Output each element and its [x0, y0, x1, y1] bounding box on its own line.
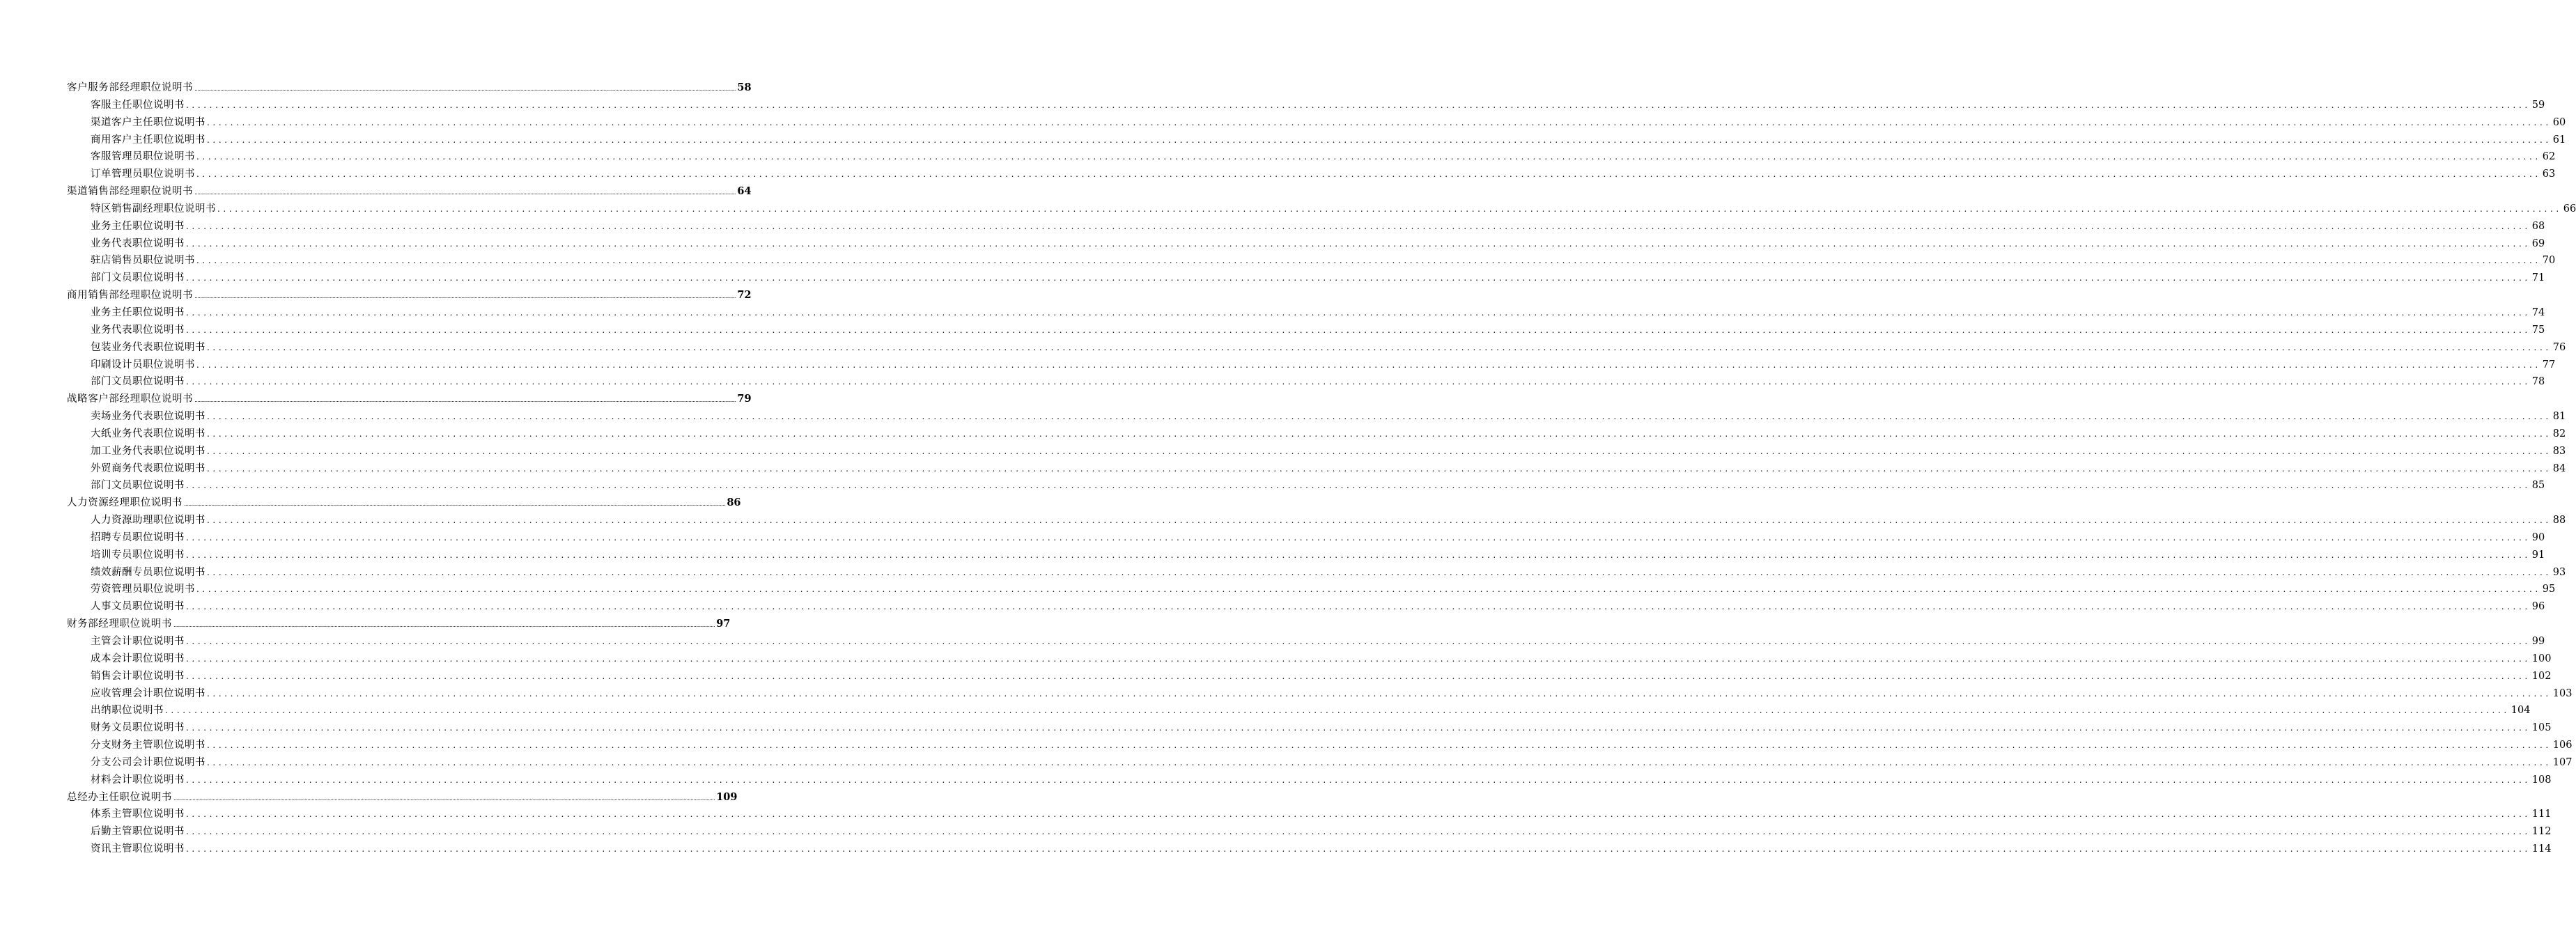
toc-subentry[interactable] — [67, 235, 2545, 253]
toc-entry-title: 业务主任职位说明书 — [91, 306, 185, 318]
toc-subentry[interactable] — [67, 357, 2556, 374]
toc-subentry[interactable] — [67, 218, 2545, 235]
dot-leader: ................................................................................................................................................................................................................................................................................................................................................................................................................ — [207, 757, 2552, 767]
toc-entry-title: 后勤主管职位说明书 — [91, 826, 185, 838]
toc-page-number: 68 — [2531, 220, 2545, 232]
toc-entry-title: 业务代表职位说明书 — [91, 237, 185, 249]
toc-subentry[interactable] — [67, 166, 2556, 183]
toc-entry-title: 绩效薪酬专员职位说明书 — [91, 566, 205, 578]
dot-leader: ................................................................................................................................................................................................................................................................................................................................................................................................................ — [186, 653, 2531, 664]
toc-page-number: 69 — [2531, 237, 2545, 249]
toc-subentry[interactable] — [67, 512, 2566, 529]
toc-section-entry[interactable] — [67, 287, 752, 304]
toc-subentry[interactable] — [67, 737, 2573, 754]
toc-page-number: 61 — [2552, 134, 2566, 146]
dot-leader: ................................................................................................................................................................................................................................................................................................................................................................................................................ — [207, 688, 2552, 699]
dot-leader: ................................................................................................................................................................................................................................................................................................................................................................................................................ — [186, 221, 2531, 231]
toc-entry-title: 渠道客户主任职位说明书 — [91, 116, 205, 128]
toc-entry-title: 出纳职位说明书 — [91, 705, 164, 717]
dot-leader: ................................................................................................................................................................................................................................................................................................................................................................................................................ — [194, 189, 736, 196]
toc-page-number: 104 — [2511, 705, 2531, 717]
dot-leader: ................................................................................................................................................................................................................................................................................................................................................................................................................ — [217, 203, 2562, 214]
toc-page-number: 106 — [2552, 740, 2573, 751]
toc-page-number: 93 — [2552, 566, 2566, 578]
toc-list — [67, 79, 2576, 858]
toc-entry-title: 业务代表职位说明书 — [91, 324, 185, 336]
toc-page-number: 88 — [2552, 515, 2566, 526]
toc-subentry[interactable] — [67, 529, 2545, 547]
toc-page-number: 83 — [2552, 445, 2566, 457]
dot-leader: ................................................................................................................................................................................................................................................................................................................................................................................................................ — [186, 602, 2531, 612]
toc-page-number: 85 — [2531, 480, 2545, 492]
dot-leader: ................................................................................................................................................................................................................................................................................................................................................................................................................ — [186, 238, 2531, 249]
toc-page-number: 90 — [2531, 531, 2545, 543]
toc-subentry[interactable] — [67, 443, 2566, 460]
toc-entry-title: 财务文员职位说明书 — [91, 722, 185, 734]
toc-entry-title: 包装业务代表职位说明书 — [91, 341, 205, 353]
toc-section-entry[interactable] — [67, 391, 752, 408]
dot-leader: ................................................................................................................................................................................................................................................................................................................................................................................................................ — [173, 795, 715, 802]
toc-entry-title: 分支财务主管职位说明书 — [91, 740, 205, 751]
toc-subentry[interactable] — [67, 668, 2552, 685]
toc-subentry[interactable] — [67, 547, 2545, 564]
dot-leader: ................................................................................................................................................................................................................................................................................................................................................................................................................ — [196, 584, 2541, 595]
dot-leader: ................................................................................................................................................................................................................................................................................................................................................................................................................ — [186, 844, 2531, 855]
toc-page-number: 100 — [2531, 653, 2552, 664]
toc-page-number: 62 — [2542, 151, 2556, 163]
dot-leader: ................................................................................................................................................................................................................................................................................................................................................................................................................ — [207, 463, 2552, 474]
dot-leader: ................................................................................................................................................................................................................................................................................................................................................................................................................ — [186, 481, 2531, 491]
toc-page-number: 79 — [737, 393, 752, 405]
dot-leader: ................................................................................................................................................................................................................................................................................................................................................................................................................ — [173, 622, 715, 629]
dot-leader: ................................................................................................................................................................................................................................................................................................................................................................................................................ — [207, 428, 2552, 439]
toc-entry-title: 材料会计职位说明书 — [91, 774, 185, 786]
toc-subentry[interactable] — [67, 373, 2545, 391]
toc-entry-title: 主管会计职位说明书 — [91, 636, 185, 647]
toc-page-number: 76 — [2552, 341, 2566, 353]
toc-page-number: 97 — [716, 618, 731, 630]
dot-leader: ................................................................................................................................................................................................................................................................................................................................................................................................................ — [196, 169, 2541, 180]
toc-entry-title: 客服主任职位说明书 — [91, 99, 185, 111]
toc-page-number: 72 — [737, 289, 752, 302]
dot-leader: ................................................................................................................................................................................................................................................................................................................................................................................................................ — [194, 397, 736, 404]
toc-entry-title: 战略客户部经理职位说明书 — [67, 393, 194, 405]
toc-entry-title: 人力资源助理职位说明书 — [91, 515, 205, 526]
dot-leader: ................................................................................................................................................................................................................................................................................................................................................................................................................ — [186, 723, 2531, 733]
toc-page-number: 95 — [2542, 584, 2556, 595]
dot-leader: ................................................................................................................................................................................................................................................................................................................................................................................................................ — [207, 515, 2552, 526]
dot-leader: ................................................................................................................................................................................................................................................................................................................................................................................................................ — [186, 532, 2531, 543]
toc-entry-title: 人力资源经理职位说明书 — [67, 497, 183, 509]
dot-leader: ................................................................................................................................................................................................................................................................................................................................................................................................................ — [184, 501, 726, 508]
toc-subentry[interactable] — [67, 772, 2552, 789]
toc-section-entry[interactable] — [67, 494, 741, 512]
toc-entry-title: 订单管理员职位说明书 — [91, 169, 195, 180]
dot-leader: ................................................................................................................................................................................................................................................................................................................................................................................................................ — [186, 377, 2531, 387]
toc-subentry[interactable] — [67, 426, 2566, 443]
toc-page-number: 66 — [2563, 203, 2576, 214]
toc-entry-title: 部门文员职位说明书 — [91, 376, 185, 388]
toc-subentry[interactable] — [67, 339, 2566, 357]
toc-entry-title: 特区销售副经理职位说明书 — [91, 203, 216, 214]
toc-entry-title: 部门文员职位说明书 — [91, 480, 185, 492]
toc-subentry[interactable] — [67, 633, 2545, 650]
toc-page-number: 75 — [2531, 324, 2545, 336]
dot-leader: ................................................................................................................................................................................................................................................................................................................................................................................................................ — [207, 446, 2552, 456]
toc-page-number: 108 — [2531, 774, 2552, 786]
toc-subentry[interactable] — [67, 685, 2573, 703]
toc-subentry[interactable] — [67, 408, 2566, 426]
dot-leader: ................................................................................................................................................................................................................................................................................................................................................................................................................ — [165, 705, 2510, 716]
toc-subentry[interactable] — [67, 581, 2556, 598]
dot-leader: ................................................................................................................................................................................................................................................................................................................................................................................................................ — [186, 100, 2531, 110]
toc-entry-title: 大纸业务代表职位说明书 — [91, 428, 205, 439]
toc-entry-title: 培训专员职位说明书 — [91, 549, 185, 561]
dot-leader: ................................................................................................................................................................................................................................................................................................................................................................................................................ — [194, 86, 736, 92]
dot-leader: ................................................................................................................................................................................................................................................................................................................................................................................................................ — [186, 307, 2531, 318]
toc-page-number: 64 — [737, 185, 752, 198]
toc-page-number: 96 — [2531, 601, 2545, 613]
dot-leader: ................................................................................................................................................................................................................................................................................................................................................................................................................ — [186, 774, 2531, 785]
toc-page-number: 112 — [2531, 826, 2552, 838]
toc-subentry[interactable] — [67, 841, 2552, 858]
toc-page-number: 60 — [2552, 116, 2566, 128]
toc-page-number: 111 — [2531, 809, 2552, 820]
toc-section-entry[interactable] — [67, 79, 752, 97]
dot-leader: ................................................................................................................................................................................................................................................................................................................................................................................................................ — [186, 273, 2531, 283]
toc-entry-title: 分支公司会计职位说明书 — [91, 756, 205, 768]
toc-entry-title: 人事文员职位说明书 — [91, 601, 185, 613]
dot-leader: ................................................................................................................................................................................................................................................................................................................................................................................................................ — [194, 293, 736, 300]
toc-subentry[interactable] — [67, 754, 2573, 772]
toc-page-number: 105 — [2531, 722, 2552, 734]
toc-subentry[interactable] — [67, 322, 2545, 339]
toc-subentry[interactable] — [67, 477, 2545, 494]
dot-leader: ................................................................................................................................................................................................................................................................................................................................................................................................................ — [196, 152, 2541, 162]
toc-entry-title: 资讯主管职位说明书 — [91, 843, 185, 855]
toc-subentry[interactable] — [67, 132, 2566, 149]
toc-page-number: 84 — [2552, 462, 2566, 474]
toc-subentry[interactable] — [67, 564, 2566, 582]
toc-page-number: 77 — [2542, 359, 2556, 370]
toc-entry-title: 应收管理会计职位说明书 — [91, 687, 205, 699]
toc-page-number: 82 — [2552, 428, 2566, 439]
toc-page-number: 86 — [727, 497, 741, 509]
dot-leader: ................................................................................................................................................................................................................................................................................................................................................................................................................ — [207, 567, 2552, 577]
toc-page-number: 114 — [2531, 843, 2552, 855]
toc-entry-title: 印刷设计员职位说明书 — [91, 359, 195, 370]
toc-subentry[interactable] — [67, 598, 2545, 616]
toc-page-number: 99 — [2531, 636, 2545, 647]
toc-entry-title: 财务部经理职位说明书 — [67, 618, 172, 630]
toc-subentry[interactable] — [67, 702, 2531, 719]
toc-page-number: 107 — [2552, 756, 2573, 768]
toc-page-number: 58 — [737, 81, 752, 93]
dot-leader: ................................................................................................................................................................................................................................................................................................................................................................................................................ — [207, 117, 2552, 127]
toc-entry-title: 体系主管职位说明书 — [91, 809, 185, 820]
toc-page-number: 103 — [2552, 687, 2573, 699]
toc-page-number: 63 — [2542, 169, 2556, 180]
dot-leader: ................................................................................................................................................................................................................................................................................................................................................................................................................ — [186, 671, 2531, 681]
dot-leader: ................................................................................................................................................................................................................................................................................................................................................................................................................ — [207, 412, 2552, 422]
toc-entry-title: 驻店销售员职位说明书 — [91, 255, 195, 267]
toc-entry-title: 部门文员职位说明书 — [91, 272, 185, 284]
toc-entry-title: 招聘专员职位说明书 — [91, 531, 185, 543]
dot-leader: ................................................................................................................................................................................................................................................................................................................................................................................................................ — [186, 809, 2531, 820]
table-of-contents — [67, 79, 2576, 858]
toc-section-entry[interactable] — [67, 616, 731, 633]
dot-leader: ................................................................................................................................................................................................................................................................................................................................................................................................................ — [186, 827, 2531, 837]
toc-section-entry[interactable] — [67, 183, 752, 201]
toc-subentry[interactable] — [67, 97, 2545, 114]
toc-entry-title: 客服管理员职位说明书 — [91, 151, 195, 163]
toc-entry-title: 劳资管理员职位说明书 — [91, 584, 195, 595]
toc-page-number: 71 — [2531, 272, 2545, 284]
dot-leader: ................................................................................................................................................................................................................................................................................................................................................................................................................ — [186, 637, 2531, 646]
toc-entry-title: 加工业务代表职位说明书 — [91, 445, 205, 457]
toc-subentry[interactable] — [67, 719, 2552, 737]
toc-page-number: 102 — [2531, 670, 2552, 682]
dot-leader: ................................................................................................................................................................................................................................................................................................................................................................................................................ — [207, 134, 2552, 145]
toc-subentry[interactable] — [67, 114, 2566, 132]
toc-page-number: 91 — [2531, 549, 2545, 561]
toc-entry-title: 销售会计职位说明书 — [91, 670, 185, 682]
dot-leader: ................................................................................................................................................................................................................................................................................................................................................................................................................ — [207, 740, 2552, 751]
dot-leader: ................................................................................................................................................................................................................................................................................................................................................................................................................ — [186, 549, 2531, 560]
toc-page-number: 74 — [2531, 306, 2545, 318]
toc-subentry[interactable] — [67, 252, 2556, 270]
toc-entry-title: 客户服务部经理职位说明书 — [67, 82, 194, 93]
toc-subentry[interactable] — [67, 460, 2566, 478]
toc-entry-title: 渠道销售部经理职位说明书 — [67, 186, 194, 198]
toc-entry-title: 成本会计职位说明书 — [91, 653, 185, 664]
toc-subentry[interactable] — [67, 148, 2556, 166]
toc-page-number: 59 — [2531, 99, 2545, 111]
toc-entry-title: 商用销售部经理职位说明书 — [67, 290, 194, 302]
toc-entry-title: 卖场业务代表职位说明书 — [91, 411, 205, 423]
toc-entry-title: 总经办主任职位说明书 — [67, 791, 172, 803]
toc-subentry[interactable] — [67, 304, 2545, 322]
toc-entry-title: 业务主任职位说明书 — [91, 220, 185, 232]
dot-leader: ................................................................................................................................................................................................................................................................................................................................................................................................................ — [207, 342, 2552, 352]
dot-leader: ................................................................................................................................................................................................................................................................................................................................................................................................................ — [196, 359, 2541, 370]
toc-subentry[interactable] — [67, 823, 2552, 841]
toc-page-number: 78 — [2531, 376, 2545, 388]
toc-entry-title: 外贸商务代表职位说明书 — [91, 462, 205, 474]
dot-leader: ................................................................................................................................................................................................................................................................................................................................................................................................................ — [186, 325, 2531, 335]
toc-subentry[interactable] — [67, 201, 2576, 218]
toc-subentry[interactable] — [67, 650, 2552, 668]
toc-page-number: 81 — [2552, 411, 2566, 423]
toc-subentry[interactable] — [67, 806, 2552, 823]
toc-section-entry[interactable] — [67, 789, 738, 806]
toc-page-number: 109 — [716, 790, 738, 803]
toc-page-number: 70 — [2542, 255, 2556, 267]
toc-subentry[interactable] — [67, 270, 2545, 287]
toc-entry-title: 商用客户主任职位说明书 — [91, 134, 205, 146]
dot-leader: ................................................................................................................................................................................................................................................................................................................................................................................................................ — [196, 256, 2541, 266]
